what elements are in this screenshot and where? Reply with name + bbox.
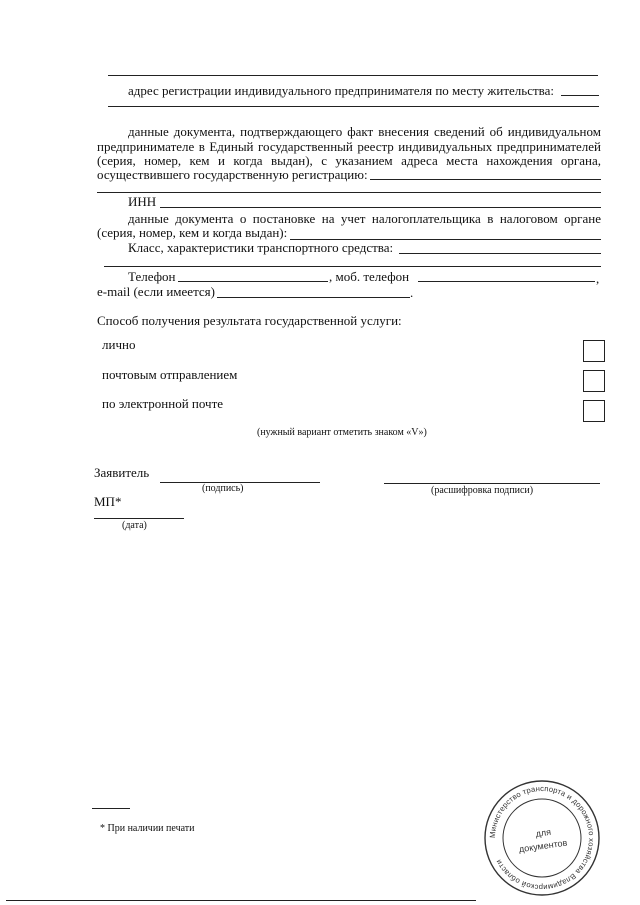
registration-field-line2[interactable] bbox=[97, 192, 601, 193]
seal-center-line1: для bbox=[534, 826, 552, 839]
seal-ring-text: Министерство транспорта и дорожного хозяйства Владимирской области bbox=[487, 783, 597, 893]
vehicle-field[interactable] bbox=[399, 253, 601, 254]
phone-label: Телефон bbox=[128, 269, 176, 284]
option-mail-checkbox[interactable] bbox=[583, 370, 605, 392]
footnote-text: * При наличии печати bbox=[100, 823, 195, 834]
top-rule bbox=[108, 75, 598, 76]
signature-caption: (подпись) bbox=[202, 483, 244, 494]
date-field[interactable] bbox=[94, 518, 184, 519]
address-field[interactable] bbox=[561, 95, 599, 96]
address-label: адрес регистрации индивидуального предпринимателя по месту жительства: bbox=[128, 83, 554, 98]
option-email-label: по электронной почте bbox=[102, 396, 224, 411]
address-field-line2[interactable] bbox=[108, 106, 599, 107]
comma-mark: , bbox=[596, 271, 600, 286]
mp-label: МП* bbox=[94, 494, 122, 509]
inn-field[interactable] bbox=[160, 207, 601, 208]
doc-para-line3: (серия, номер, кем и когда выдан), с указанием адреса места нахождения органа, bbox=[97, 153, 601, 168]
mobile-label: , моб. телефон bbox=[329, 269, 410, 284]
option-mail-label: почтовым отправлением bbox=[102, 367, 238, 382]
bottom-rule bbox=[6, 900, 476, 901]
doc-para-line2: предпринимателе в Единый государственный реестр индивидуальных предпринимателей bbox=[97, 139, 601, 154]
vehicle-field-line2[interactable] bbox=[104, 266, 601, 267]
phone-field[interactable] bbox=[178, 281, 328, 282]
signature-decode-field[interactable] bbox=[384, 483, 600, 484]
tax-line1: данные документа о постановке на учет налогоплательщика в налоговом органе bbox=[128, 211, 601, 226]
tax-line2: (серия, номер, кем и когда выдан): bbox=[97, 225, 288, 240]
seal-stamp-icon bbox=[482, 778, 602, 898]
inn-label: ИНН bbox=[128, 194, 157, 209]
option-hint: (нужный вариант отметить знаком «V») bbox=[257, 427, 427, 438]
doc-para-line4: осуществившего государственную регистрацию: bbox=[97, 167, 368, 182]
method-title: Способ получения результата государственной услуги: bbox=[97, 313, 402, 328]
email-field[interactable] bbox=[217, 297, 410, 298]
footnote-rule bbox=[92, 808, 130, 809]
option-email-checkbox[interactable] bbox=[583, 400, 605, 422]
email-label: e-mail (если имеется) bbox=[97, 284, 215, 299]
date-caption: (дата) bbox=[122, 520, 147, 531]
registration-field[interactable] bbox=[370, 179, 601, 180]
doc-para-line1: данные документа, подтверждающего факт внесения сведений об индивидуальном bbox=[128, 124, 601, 139]
seal-center-line2: документов bbox=[518, 837, 568, 855]
option-personal-label: лично bbox=[102, 337, 136, 352]
mobile-field[interactable] bbox=[418, 281, 595, 282]
option-personal-checkbox[interactable] bbox=[583, 340, 605, 362]
applicant-label: Заявитель bbox=[94, 465, 150, 480]
svg-text:Министерство транспорта и доро bbox=[488, 784, 596, 892]
period-mark: . bbox=[410, 285, 414, 300]
vehicle-label: Класс, характеристики транспортного средства: bbox=[128, 240, 394, 255]
decode-caption: (расшифровка подписи) bbox=[431, 485, 534, 496]
